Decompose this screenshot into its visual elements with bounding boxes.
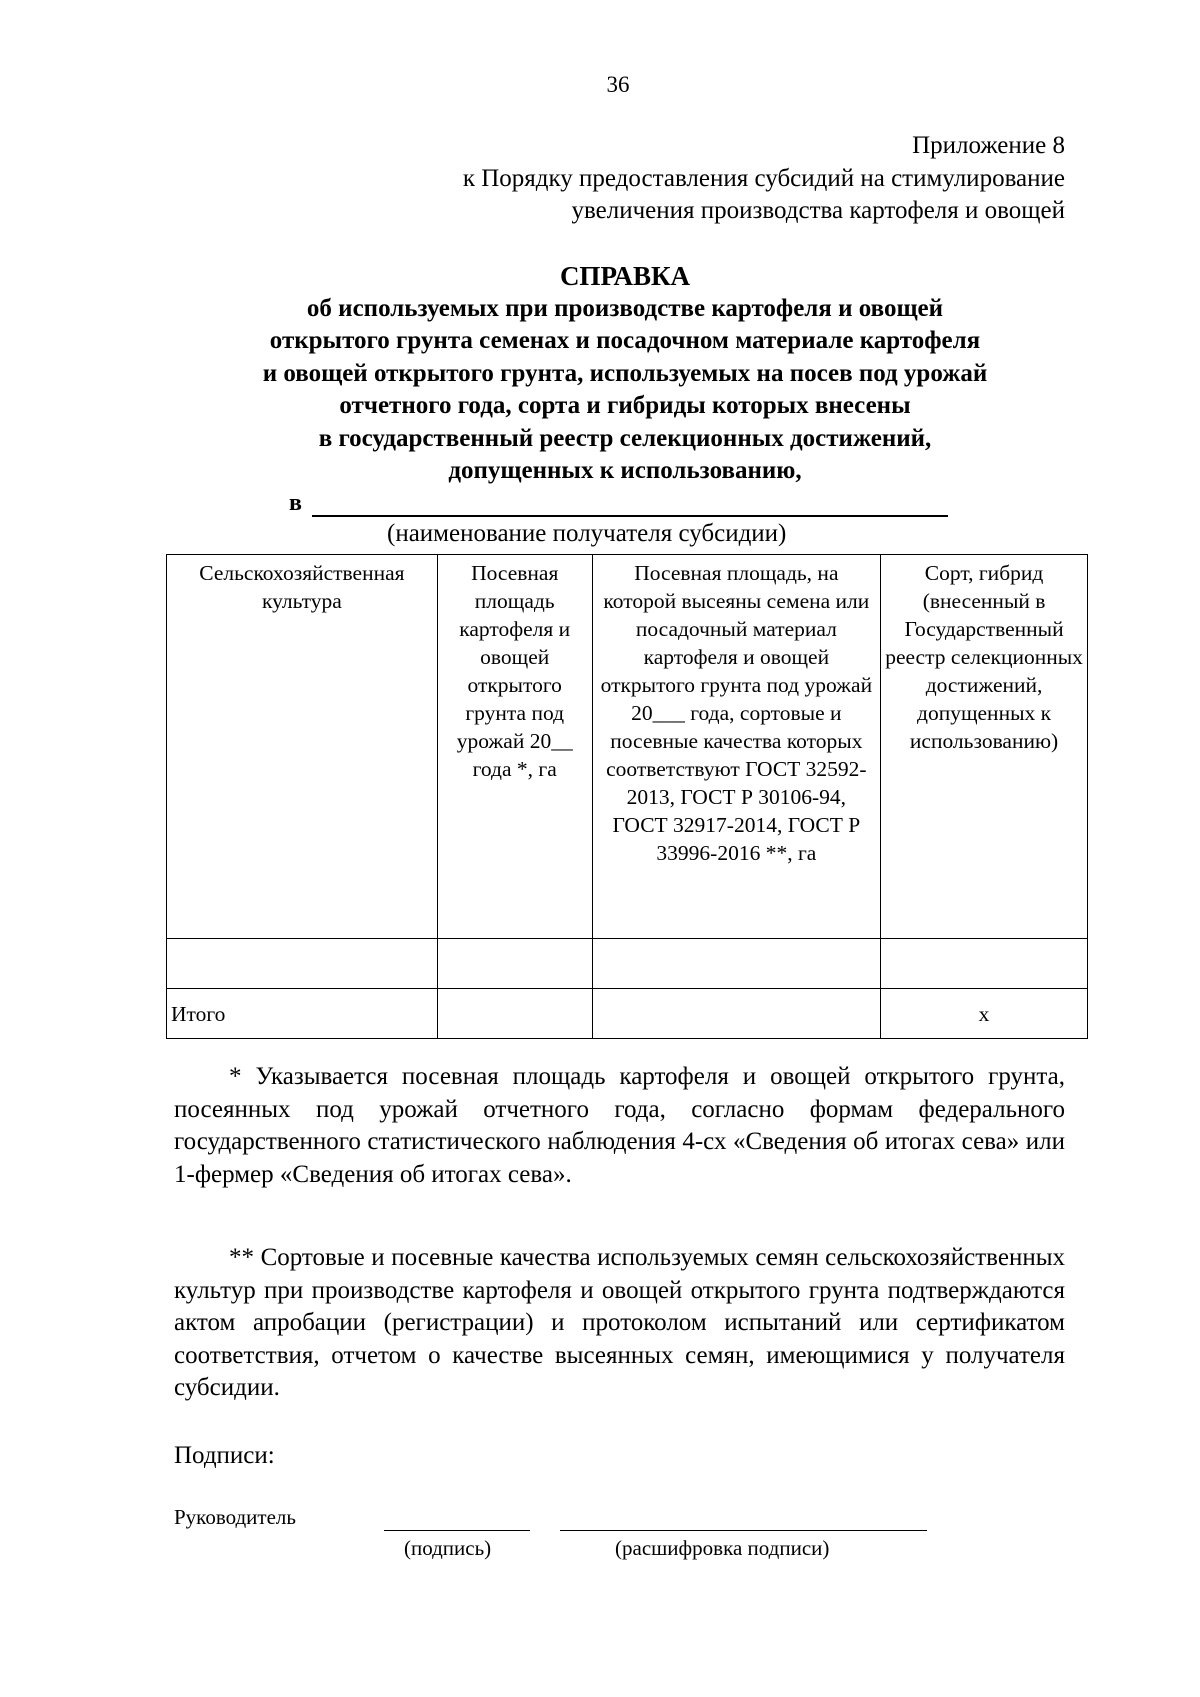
table-cell [881,939,1088,989]
title: СПРАВКА [559,261,691,291]
subtitle-line: в государственный реестр селекционных достижений, [318,424,932,452]
table-row [167,939,1088,989]
document-title [0,260,1200,488]
decode-caption: (расшифровка подписи) [615,1536,830,1560]
table-cell [592,939,881,989]
header-cell: Посевная площадь, на которой высеяны семена или посадочный материал картофеля и овощей открытого грунта под урожай 20___ года, сортовые и посевные качества которых соответствуют ГОСТ 32592-2013, ГОСТ Р 30106-94, ГОСТ 32917-2014, ГОСТ Р 33996-2016 **, га [592,555,881,939]
signature-caption: (подпись) [404,1536,492,1560]
recipient-caption: (наименование получателя субсидии) [387,520,787,547]
appendix-line: увеличения производства картофеля и овощей [571,197,1065,224]
header-cell: Сельскохозяйственная культура [167,555,438,939]
table-cell: х [881,989,1088,1039]
data-table [166,554,1088,1039]
footnote-1: * Указывается посевная площадь картофеля и овощей открытого грунта, посеянных под урожай отчетного года, согласно формам федерального государственного статистического наблюдения 4-сх «Сведения об итогах сева» или 1-фермер «Сведения об итогах сева». [174,1063,1065,1188]
header-cell: Посевная площадь картофеля и овощей открытого грунта под урожай 20__ года *, га [437,555,592,939]
head-label: Руководитель [174,1505,296,1529]
subtitle-line: отчетного года, сорта и гибриды которых внесены [339,392,911,419]
recipient-blank-line [312,515,948,517]
table-cell [437,989,592,1039]
page-number: 36 [606,72,630,97]
table-header-row [167,555,1088,939]
signatures-label: Подписи: [174,1442,275,1469]
footnote-2: ** Сортовые и посевные качества используемых семян сельскохозяйственных культур при производстве картофеля и овощей открытого грунта подтверждаются актом апробации (регистрации) и протоколом испытаний или сертификатом соответствия, отчетом о качестве высеянных семян, имеющимися у получателя субсидии. [174,1244,1065,1401]
appendix-line: к Порядку предоставления субсидий на стимулирование [462,164,1065,192]
subtitle-line: об используемых при производстве картофеля и овощей [306,294,944,322]
table-row-total [167,989,1088,1039]
signature-line [384,1530,530,1531]
table-cell [437,939,592,989]
recipient-prefix: в [289,490,302,516]
subtitle-line: допущенных к использованию, [448,457,802,484]
appendix-line: Приложение 8 [912,132,1065,159]
signature-decode-line [560,1530,927,1531]
subtitle-line: и овощей открытого грунта, используемых на посев под урожай [262,359,988,387]
header-cell: Сорт, гибрид (внесенный в Государственный реестр селекционных достижений, допущенных к использованию) [881,555,1088,939]
subtitle-line: открытого грунта семенах и посадочном материале картофеля [269,327,981,354]
appendix-header [463,130,1065,228]
table-cell: Итого [167,989,438,1039]
table-cell [167,939,438,989]
table-cell [592,989,881,1039]
